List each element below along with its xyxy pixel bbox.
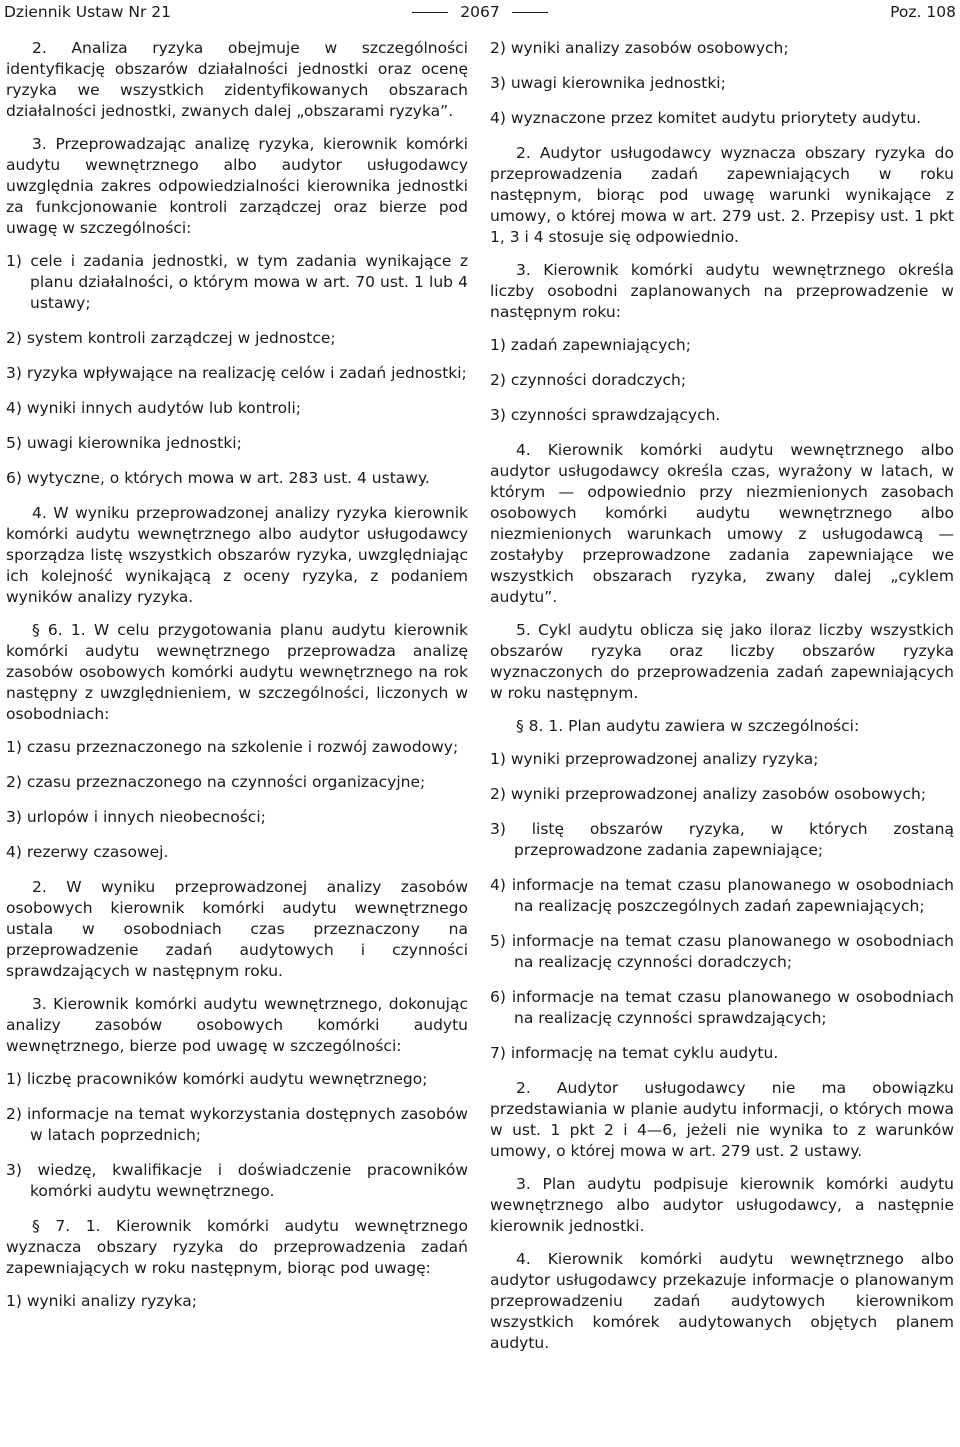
list-item: 1) cele i zadania jednostki, w tym zadania wynikające z planu działalności, o którym mowa w art. 70 ust. 1 lub 4 ustawy; [6, 252, 468, 312]
paragraph: 4. Kierownik komórki audytu wewnętrznego albo audytor usługodawcy określa czas, wyrażony w latach, w którym — odpowiednio przy niezmienionych zasobach osobowych komórki audytu wewnętrznego albo niezmienionych warunkach umowy z usługodawcą — zostałyby przeprowadzone zadania zapewniające we wszystkich obszarach ryzyka, zwany dalej „cyklem audytu”. [490, 441, 954, 606]
list-item: 3) urlopów i innych nieobecności; [6, 808, 266, 826]
paragraph: 2. W wyniku przeprowadzonej analizy zasobów osobowych kierownik komórki audytu wewnętrznego ustala w osobodniach czas przeznaczony na przeprowadzenie zadań audytowych i czynności sprawdzających w następnym roku. [6, 878, 468, 980]
list-item: 2) czasu przeznaczonego na czynności organizacyjne; [6, 773, 426, 791]
list-item: 3) listę obszarów ryzyka, w których zostaną przeprowadzone zadania zapewniające; [490, 820, 954, 859]
list-item: 1) czasu przeznaczonego na szkolenie i rozwój zawodowy; [6, 738, 459, 756]
dash-right [512, 12, 548, 13]
list-item: 6) wytyczne, o których mowa w art. 283 ust. 4 ustawy. [6, 469, 430, 487]
list-item: 2) wyniki analizy zasobów osobowych; [490, 39, 789, 57]
page-header [0, 0, 960, 26]
list-item: 1) wyniki analizy ryzyka; [6, 1292, 197, 1310]
journal-title: Dziennik Ustaw Nr 21 [4, 3, 171, 21]
right-column [490, 38, 954, 1366]
list-item: 3) ryzyka wpływające na realizację celów i zadań jednostki; [6, 364, 467, 382]
left-column [6, 38, 468, 1326]
list-item: 5) informacje na temat czasu planowanego w osobodniach na realizację czynności doradczych; [490, 932, 954, 971]
list-item: 2) system kontroli zarządczej w jednostce; [6, 329, 336, 347]
list-item: 6) informacje na temat czasu planowanego w osobodniach na realizację czynności sprawdzających; [490, 988, 954, 1027]
page-number-block [0, 3, 960, 21]
list-item: 5) uwagi kierownika jednostki; [6, 434, 242, 452]
paragraph: 4. Kierownik komórki audytu wewnętrznego albo audytor usługodawcy przekazuje informacje o planowanym przeprowadzeniu zadań audytowych kierownikom wszystkich komórek audytowanych objętych planem audytu. [490, 1250, 954, 1352]
paragraph: 5. Cykl audytu oblicza się jako iloraz liczby wszystkich obszarów ryzyka oraz liczby obszarów ryzyka wyznaczonych do przeprowadzenia zadań zapewniających w roku następnym. [490, 621, 954, 702]
paragraph: 2. Audytor usługodawcy wyznacza obszary ryzyka do przeprowadzenia zadań zapewniających w roku następnym, biorąc pod uwagę warunki wynikające z umowy, o której mowa w art. 279 ust. 2. Przepisy ust. 1 pkt 1, 3 i 4 stosuje się odpowiednio. [490, 144, 954, 246]
list-item: 1) wyniki przeprowadzonej analizy ryzyka; [490, 750, 819, 768]
list-item: 4) wyniki innych audytów lub kontroli; [6, 399, 301, 417]
paragraph: 3. Kierownik komórki audytu wewnętrznego określa liczby osobodni zaplanowanych na przeprowadzenie w następnym roku: [490, 261, 954, 321]
list-item: 3) uwagi kierownika jednostki; [490, 74, 726, 92]
dash-left [412, 12, 448, 13]
list-item: 2) czynności doradczych; [490, 371, 687, 389]
paragraph: 3. Plan audytu podpisuje kierownik komórki audytu wewnętrznego albo audytor usługodawcy, a następnie kierownik jednostki. [490, 1175, 954, 1235]
list-item: 4) rezerwy czasowej. [6, 843, 169, 861]
paragraph: 3. Kierownik komórki audytu wewnętrznego, dokonując analizy zasobów osobowych komórki audytu wewnętrznego, bierze pod uwagę w szczególności: [6, 995, 468, 1055]
list-item: 2) wyniki przeprowadzonej analizy zasobów osobowych; [490, 785, 927, 803]
paragraph: 2. Audytor usługodawcy nie ma obowiązku przedstawiania w planie audytu informacji, o których mowa w ust. 1 pkt 2 i 4—6, jeżeli nie wynika to z warunków umowy, o której mowa w art. 279 ust. 2 ustawy. [490, 1079, 954, 1160]
page-number: 2067 [460, 3, 500, 21]
paragraph: § 6. 1. W celu przygotowania planu audytu kierownik komórki audytu wewnętrznego przeprowadza analizę zasobów osobowych komórki audytu wewnętrznego na rok następny z uwzględnieniem, w szczególności, liczonych w osobodniach: [6, 621, 468, 723]
list-item: 2) informacje na temat wykorzystania dostępnych zasobów w latach poprzednich; [6, 1105, 468, 1144]
list-item: 1) zadań zapewniających; [490, 336, 691, 354]
list-item: 7) informację na temat cyklu audytu. [490, 1044, 779, 1062]
list-item: 3) czynności sprawdzających. [490, 406, 721, 424]
list-item: 3) wiedzę, kwalifikacje i doświadczenie pracowników komórki audytu wewnętrznego. [6, 1161, 468, 1200]
list-item: 4) informacje na temat czasu planowanego w osobodniach na realizację poszczególnych zadań zapewniających; [490, 876, 954, 915]
paragraph: 2. Analiza ryzyka obejmuje w szczególności identyfikację obszarów działalności jednostki oraz ocenę ryzyka we wszystkich zidentyfikowanych obszarach działalności jednostki, zwanych dalej „obszarami ryzyka”. [6, 39, 468, 120]
list-item: 4) wyznaczone przez komitet audytu priorytety audytu. [490, 109, 922, 127]
list-item: 1) liczbę pracowników komórki audytu wewnętrznego; [6, 1070, 428, 1088]
paragraph: § 7. 1. Kierownik komórki audytu wewnętrznego wyznacza obszary ryzyka do przeprowadzenia zadań zapewniających w roku następnym, biorąc pod uwagę: [6, 1217, 468, 1277]
paragraph: 3. Przeprowadzając analizę ryzyka, kierownik komórki audytu wewnętrznego albo audytor usługodawcy uwzględnia zakres odpowiedzialności kierownika jednostki za funkcjonowanie kontroli zarządczej oraz bierze pod uwagę w szczególności: [6, 135, 468, 237]
paragraph: 4. W wyniku przeprowadzonej analizy ryzyka kierownik komórki audytu wewnętrznego albo audytor usługodawcy sporządza listę wszystkich obszarów ryzyka, uwzględniając ich kolejność wynikającą z oceny ryzyka, z podaniem wyników analizy ryzyka. [6, 504, 468, 606]
paragraph: § 8. 1. Plan audytu zawiera w szczególności: [516, 717, 860, 735]
position-label: Poz. 108 [890, 3, 956, 21]
